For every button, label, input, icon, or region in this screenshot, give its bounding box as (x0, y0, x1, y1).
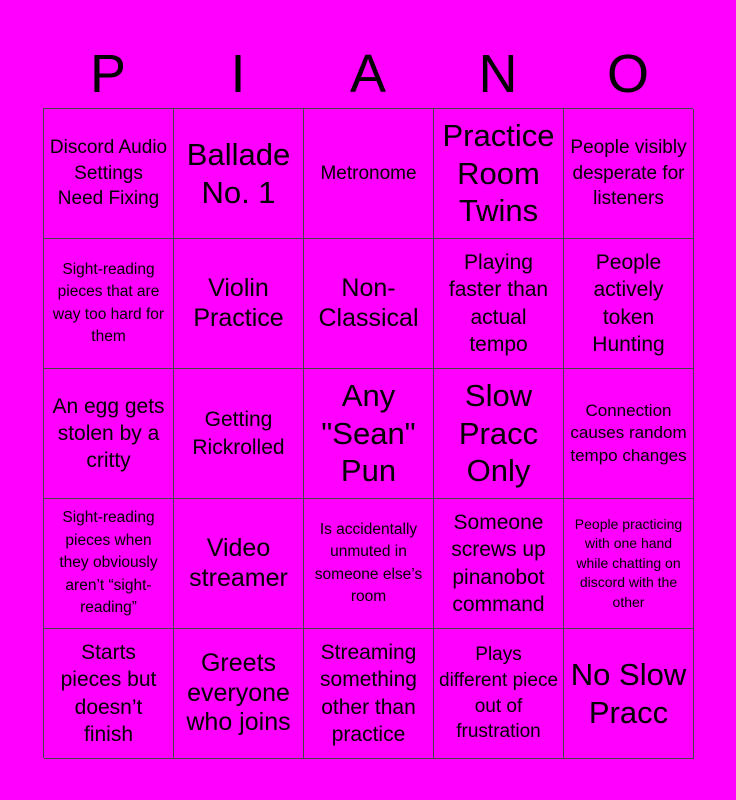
cell-text: An egg gets stolen by a critty (52, 394, 165, 473)
bingo-cell[interactable] (304, 109, 434, 239)
cell-text: Ballade No. 1 (186, 136, 291, 210)
cell-text: Connection causes random tempo changes (570, 401, 687, 465)
bingo-cell[interactable] (174, 109, 304, 239)
cell-text: Sight-reading pieces when they obviously aren’t “sight-reading” (59, 509, 158, 617)
cell-text: People practicing with one hand while chatting on discord with the other (574, 515, 683, 610)
header-letter-o: O (606, 44, 649, 104)
bingo-cell[interactable] (434, 239, 564, 369)
bingo-cell[interactable] (44, 499, 174, 629)
bingo-cell[interactable] (304, 239, 434, 369)
cell-text: Starts pieces but doesn’t finish (60, 640, 157, 746)
bingo-cell[interactable] (44, 239, 174, 369)
cell-text: Discord Audio Settings Need Fixing (49, 137, 168, 210)
cell-text: Playing faster than actual tempo (448, 250, 549, 356)
bingo-cell[interactable] (434, 629, 564, 759)
header-letter-p: P (89, 44, 127, 104)
header-letter-a: A (349, 44, 387, 104)
bingo-cell[interactable] (174, 369, 304, 499)
bingo-cell[interactable] (564, 239, 694, 369)
bingo-cell[interactable] (564, 629, 694, 759)
bingo-cell[interactable] (304, 629, 434, 759)
cell-text: Video streamer (189, 534, 288, 592)
cell-text: Practice Room Twins (442, 117, 555, 229)
cell-text: Getting Rickrolled (192, 408, 285, 459)
bingo-cell[interactable] (174, 629, 304, 759)
bingo-cell[interactable] (174, 499, 304, 629)
cell-text: No Slow Pracc (570, 656, 687, 730)
bingo-cell[interactable] (434, 369, 564, 499)
bingo-cell[interactable] (304, 499, 434, 629)
cell-text: Any "Sean" Pun (321, 377, 416, 489)
cell-text: Plays different piece out of frustration (439, 644, 559, 743)
bingo-header (43, 40, 693, 108)
bingo-cell[interactable] (44, 369, 174, 499)
bingo-cell[interactable] (304, 369, 434, 499)
cell-text: Violin Practice (193, 274, 284, 332)
bingo-cell[interactable] (564, 109, 694, 239)
bingo-cell[interactable] (44, 109, 174, 239)
bingo-grid (43, 108, 693, 758)
header-letter-n: N (478, 44, 518, 104)
bingo-cell[interactable] (44, 629, 174, 759)
bingo-cell[interactable] (174, 239, 304, 369)
cell-text: Someone screws up pinanobot command (451, 510, 546, 616)
bingo-cell[interactable] (434, 499, 564, 629)
cell-text: Metronome (320, 162, 417, 184)
bingo-cell[interactable] (434, 109, 564, 239)
bingo-cell[interactable] (564, 369, 694, 499)
bingo-cell[interactable] (564, 499, 694, 629)
cell-text: Non-Classical (318, 274, 419, 332)
cell-text: Sight-reading pieces that are way too hard for them (52, 260, 165, 345)
cell-text: People actively token Hunting (592, 250, 665, 356)
cell-text: People visibly desperate for listeners (570, 137, 687, 210)
cell-text: Is accidentally unmuted in someone else’s room (314, 520, 423, 605)
cell-text: Greets everyone who joins (186, 649, 291, 737)
header-letter-i: I (230, 44, 246, 104)
cell-text: Slow Pracc Only (458, 377, 539, 489)
cell-text: Streaming something other than practice (320, 640, 417, 746)
